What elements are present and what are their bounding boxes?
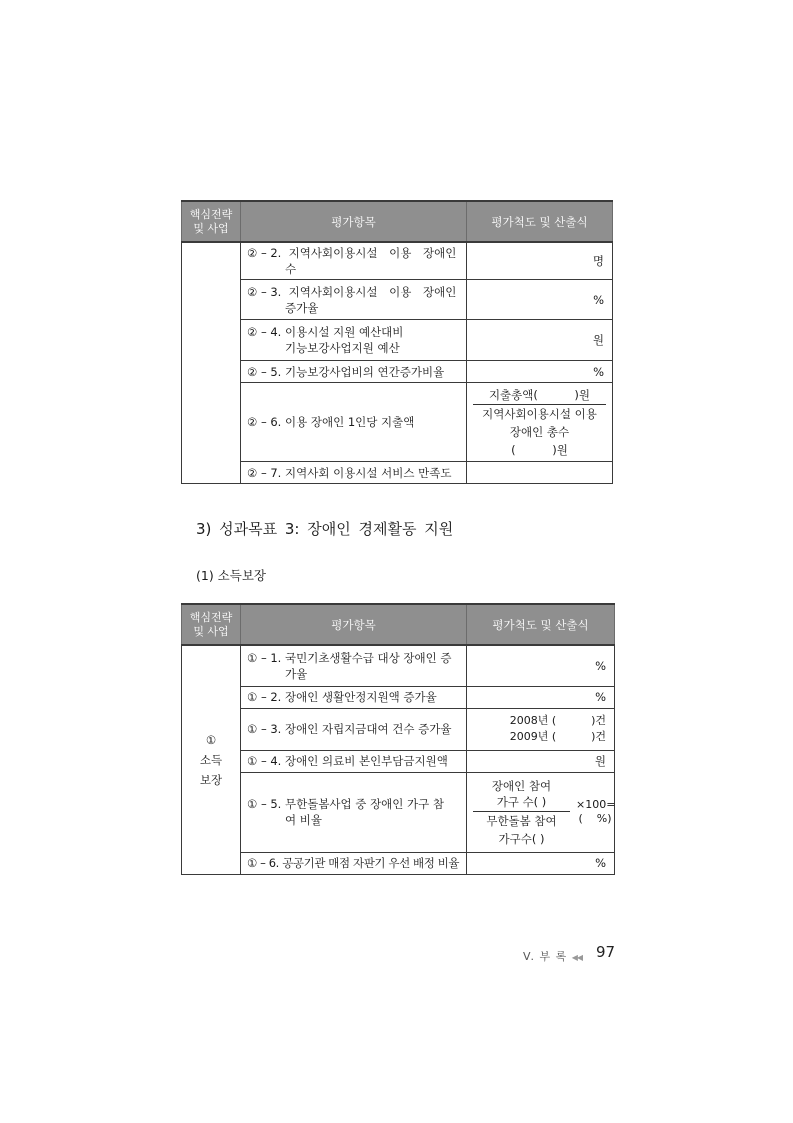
section-heading: 3) 성과목표 3: 장애인 경제활동 지원 (196, 520, 454, 538)
item-cell: ① – 2. 장애인 생활안정지원액 증가율 (241, 686, 467, 708)
item-cell: ① – 5. 무한돌봄사업 중 장애인 가구 참 여 비율 (241, 772, 467, 852)
item-cell: ② – 6. 이용 장애인 1인당 지출액 (241, 383, 467, 462)
evaluation-table-1 (181, 200, 613, 484)
table-row (182, 686, 615, 708)
table-row (182, 280, 613, 320)
strategy-cell-empty (182, 242, 241, 484)
item-cell: ① – 1. 국민기초생활수급 대상 장애인 증 가율 (241, 645, 467, 686)
table-row (182, 708, 615, 750)
measure-cell: % (467, 686, 615, 708)
strategy-cell: ① 소득 보장 (182, 645, 241, 874)
sub-heading: (1) 소득보장 (196, 568, 266, 583)
table-row (182, 242, 613, 280)
formula-cell (467, 772, 615, 852)
measure-cell: % (467, 280, 613, 320)
footer-label: Ⅴ. 부 록 ◀◀ (523, 950, 583, 963)
formula-numerator-2: 가구 수( ) (473, 794, 570, 812)
table-row (182, 361, 613, 383)
header-measure: 평가척도 및 산출식 (467, 604, 615, 645)
measure-cell: 명 (467, 242, 613, 280)
date-cell (467, 708, 615, 750)
table-row (182, 772, 615, 852)
date-2008: 2008년 ( )건 (509, 714, 606, 727)
table-row (182, 383, 613, 462)
item-cell: ② – 2. 지역사회이용시설 이용 장애인 수 (241, 242, 467, 280)
header-item: 평가항목 (241, 201, 467, 242)
item-cell: ② – 3. 지역사회이용시설 이용 장애인 증가율 (241, 280, 467, 320)
header-item: 평가항목 (241, 604, 467, 645)
item-cell: ② – 5. 기능보강사업비의 연간증가비율 (241, 361, 467, 383)
formula-denominator-3: ( )원 (511, 442, 568, 457)
measure-cell (467, 462, 613, 484)
table-row (182, 462, 613, 484)
header-strategy: 핵심전략 및 사업 (182, 604, 241, 645)
measure-cell: % (467, 645, 615, 686)
table-row (182, 750, 615, 772)
formula-numerator: 지출총액( )원 (473, 386, 606, 405)
header-strategy: 핵심전략 및 사업 (182, 201, 241, 242)
formula-denominator-1: 무한돌봄 참여 (486, 813, 557, 828)
table-row (182, 645, 615, 686)
measure-cell: % (467, 361, 613, 383)
table-row (182, 852, 615, 874)
formula-denominator-1: 지역사회이용시설 이용 (482, 406, 597, 421)
formula-numerator: 장애인 참여 (491, 778, 552, 793)
evaluation-table-2 (181, 603, 615, 875)
table-row (182, 320, 613, 361)
measure-cell: 원 (467, 320, 613, 361)
date-2009: 2009년 ( )건 (509, 730, 606, 743)
formula-denominator-2: 가구수( ) (498, 831, 545, 846)
item-cell: ① – 4. 장애인 의료비 본인부담금지원액 (241, 750, 467, 772)
item-cell: ① – 6. 공공기관 매점 자판기 우선 배정 비율 (241, 852, 467, 874)
item-cell: ② – 7. 지역사회 이용시설 서비스 만족도 (241, 462, 467, 484)
item-cell: ② – 4. 이용시설 지원 예산대비 기능보강사업지원 예산 (241, 320, 467, 361)
measure-cell: 원 (467, 750, 615, 772)
formula-cell (467, 383, 613, 462)
item-cell: ① – 3. 장애인 자립지금대여 건수 증가율 (241, 708, 467, 750)
formula-denominator-2: 장애인 총수 (509, 424, 570, 439)
measure-cell: % (467, 852, 615, 874)
multiplier: ×100= ( %) (576, 798, 616, 825)
arrow-icon: ◀◀ (571, 953, 583, 962)
header-measure: 평가척도 및 산출식 (467, 201, 613, 242)
page-number: 97 (596, 943, 616, 961)
